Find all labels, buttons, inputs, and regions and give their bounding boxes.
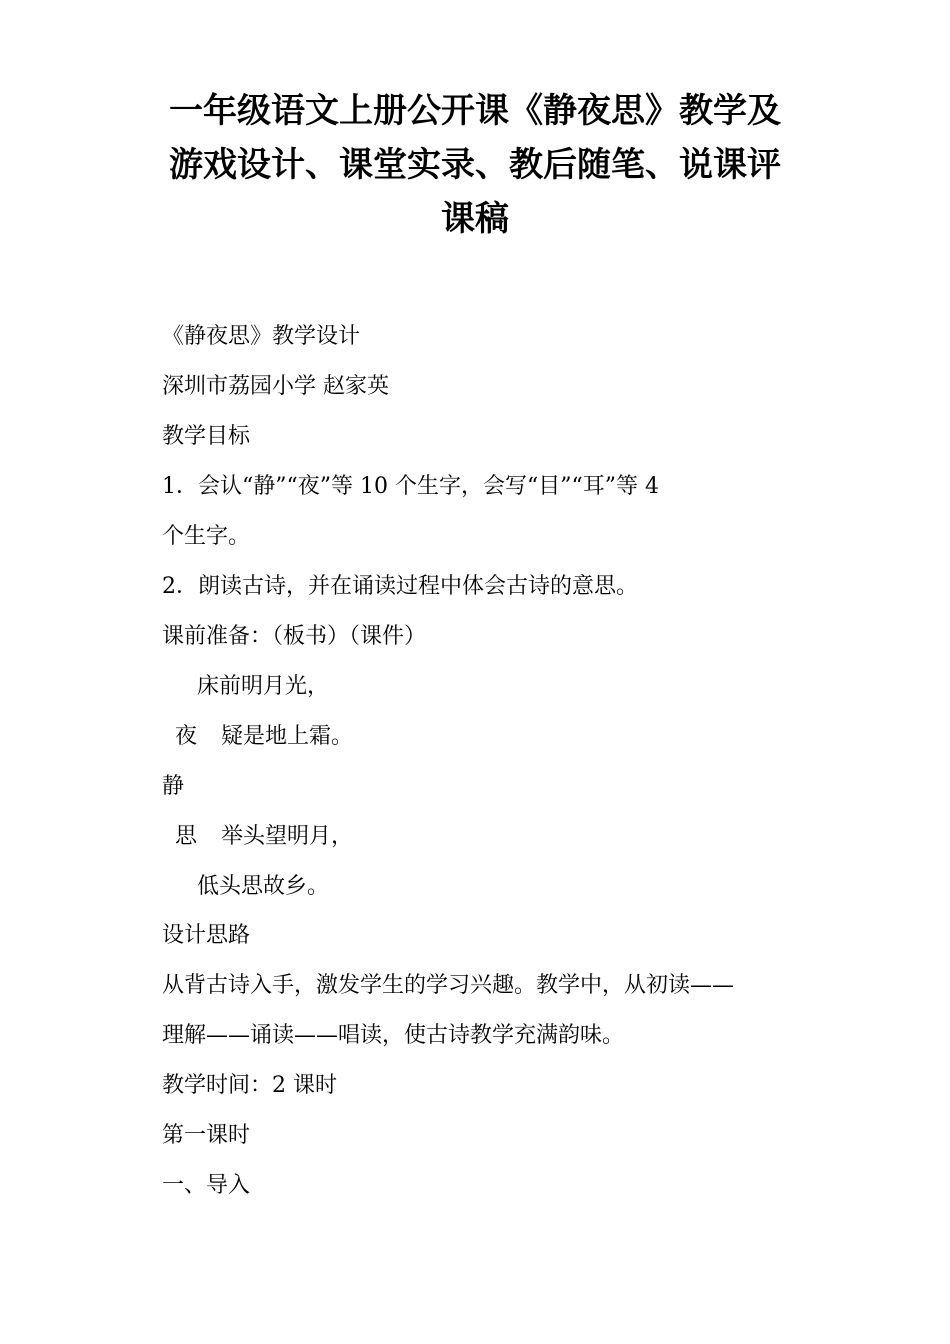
document-title — [120, 84, 830, 246]
title-line-2: 游戏设计、课堂实录、教后随笔、说课评 — [169, 145, 781, 185]
lesson-1-heading: 第一课时 — [162, 1123, 251, 1148]
title-line-3: 课稿 — [441, 199, 509, 239]
preparation-line: 课前准备：（板书）（课件） — [162, 624, 427, 649]
poem-line-3: 举头望明月， — [221, 824, 354, 849]
title-line-1: 一年级语文上册公开课《静夜思》教学及 — [169, 91, 781, 131]
board-char-ye: 夜 — [175, 724, 198, 749]
author-line: 深圳市荔园小学 赵家英 — [162, 374, 389, 399]
idea-line-2: 理解——诵读——唱读，使古诗教学充满韵味。 — [162, 1023, 625, 1048]
idea-line-1: 从背古诗入手，激发学生的学习兴趣。教学中，从初读—— — [162, 973, 735, 998]
goals-heading: 教学目标 — [162, 424, 251, 449]
board-char-jing: 静 — [162, 774, 185, 799]
goal-1-line-2: 个生字。 — [162, 524, 251, 549]
board-char-si: 思 — [175, 824, 198, 849]
goal-2: 2．朗读古诗，并在诵读过程中体会古诗的意思。 — [162, 574, 638, 599]
teaching-time: 教学时间：2 课时 — [162, 1073, 337, 1098]
poem-line-1: 床前明月光， — [197, 674, 330, 699]
poem-line-4: 低头思故乡。 — [197, 874, 330, 899]
section-1-heading: 一、导入 — [162, 1173, 251, 1198]
section-heading-design: 《静夜思》教学设计 — [162, 324, 361, 349]
idea-heading: 设计思路 — [162, 923, 251, 948]
goal-1-line-1: 1．会认“静”“夜”等 10 个生字，会写“目”“耳”等 4 — [162, 474, 659, 499]
poem-line-2: 疑是地上霜。 — [221, 724, 354, 749]
